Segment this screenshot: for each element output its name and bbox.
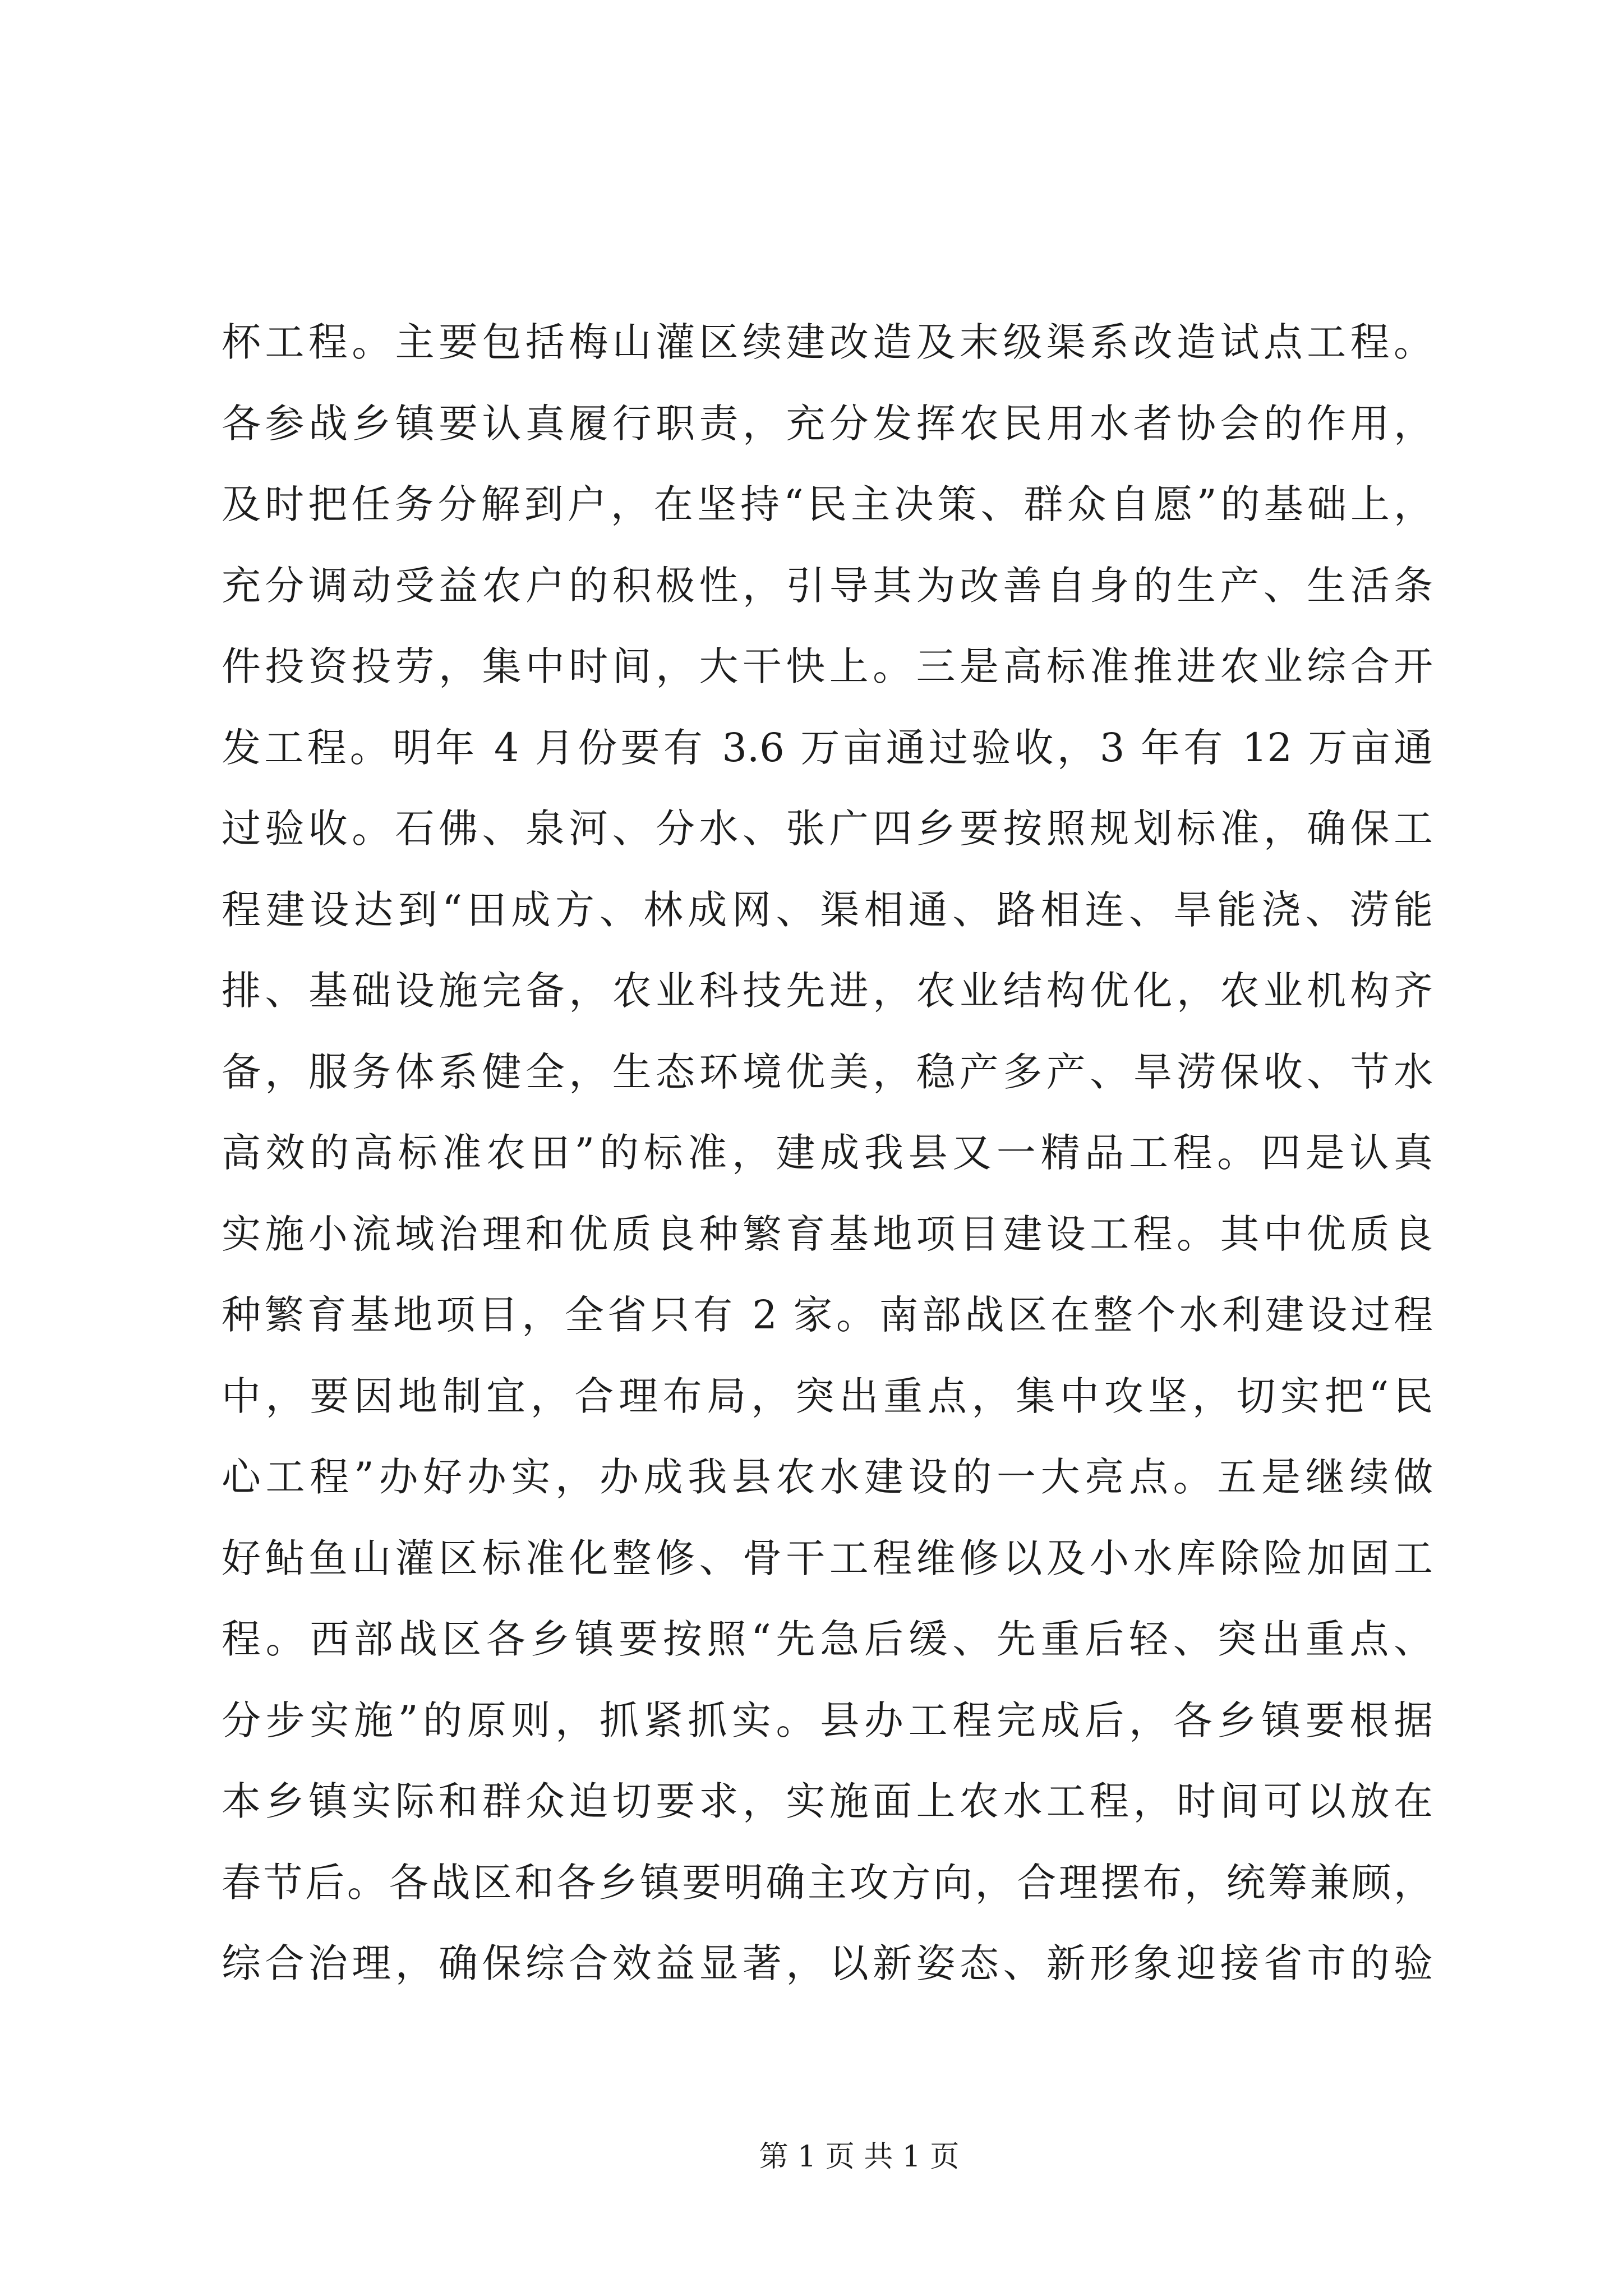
body-text-line: 好鲇鱼山灌区标准化整修、骨干工程维修以及小水库除险加固工 [222, 1535, 1433, 1581]
body-text-line: 高效的高标准农田”的标准，建成我县又一精品工程。四是认真 [222, 1130, 1433, 1176]
body-text-line: 过验收。石佛、泉河、分水、张广四乡要按照规划标准，确保工 [222, 806, 1433, 852]
body-text-line: 程。西部战区各乡镇要按照“先急后缓、先重后轻、突出重点、 [222, 1616, 1433, 1662]
body-text-line: 及时把任务分解到户，在坚持“民主决策、群众自愿”的基础上， [222, 481, 1433, 527]
body-text-line: 春节后。各战区和各乡镇要明确主攻方向，合理摆布，统筹兼顾， [222, 1859, 1433, 1906]
body-text-line: 件投资投劳，集中时间，大干快上。三是高标准推进农业综合开 [222, 643, 1433, 689]
body-text-line: 中，要因地制宜，合理布局，突出重点，集中攻坚，切实把“民 [222, 1373, 1433, 1419]
body-text-line: 充分调动受益农户的积极性，引导其为改善自身的生产、生活条 [222, 562, 1433, 609]
body-text-line: 实施小流域治理和优质良种繁育基地项目建设工程。其中优质良 [222, 1211, 1433, 1257]
body-text-line: 心工程”办好办实，办成我县农水建设的一大亮点。五是继续做 [222, 1454, 1433, 1500]
body-text-line: 种繁育基地项目，全省只有 2 家。南部战区在整个水利建设过程 [222, 1292, 1433, 1338]
body-text-line: 综合治理，确保综合效益显著，以新姿态、新形象迎接省市的验 [222, 1940, 1433, 1986]
page-footer: 第 1 页 共 1 页 [759, 2140, 960, 2174]
body-text-line: 分步实施”的原则，抓紧抓实。县办工程完成后，各乡镇要根据 [222, 1697, 1433, 1743]
body-text-line: 排、基础设施完备，农业科技先进，农业结构优化，农业机构齐 [222, 968, 1433, 1014]
body-text-line: 各参战乡镇要认真履行职责，充分发挥农民用水者协会的作用， [222, 400, 1433, 447]
body-text-line: 备，服务体系健全，生态环境优美，稳产多产、旱涝保收、节水 [222, 1048, 1433, 1095]
body-text [222, 302, 1433, 2004]
body-text-line: 程建设达到“田成方、林成网、渠相通、路相连、旱能浇、涝能 [222, 886, 1433, 933]
body-text-line: 本乡镇实际和群众迫切要求，实施面上农水工程，时间可以放在 [222, 1778, 1433, 1824]
body-text-line: 杯工程。主要包括梅山灌区续建改造及末级渠系改造试点工程。 [222, 319, 1433, 365]
body-text-line: 发工程。明年 4 月份要有 3.6 万亩通过验收，3 年有 12 万亩通 [222, 724, 1433, 771]
